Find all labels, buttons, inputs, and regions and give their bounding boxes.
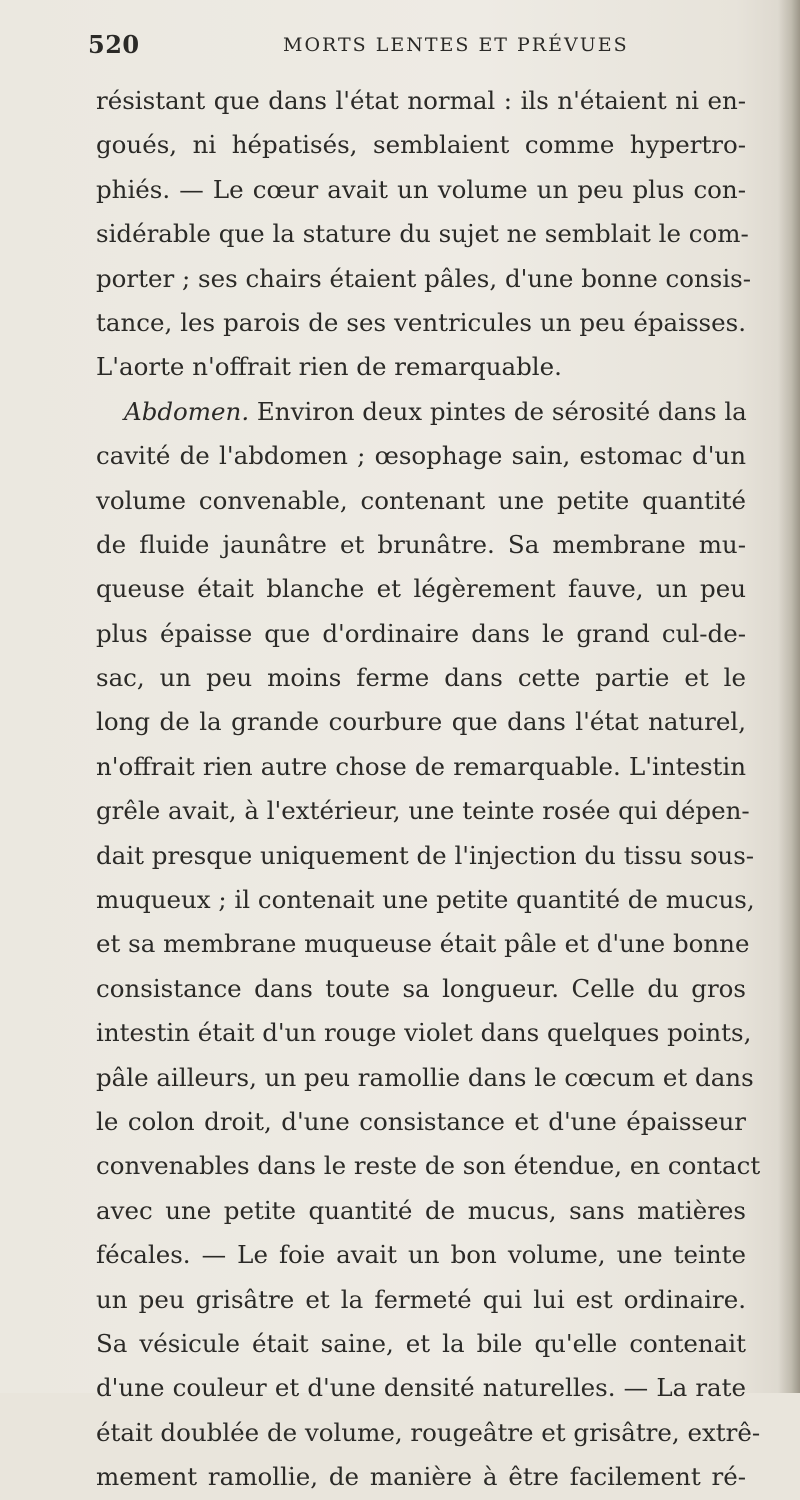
text-line: était doublée de volume, rougeâtre et grisâtre, extrê- [96, 1417, 761, 1447]
page-edge-shadow [778, 0, 800, 1393]
text-line: L'aorte n'offrait rien de remarquable. [96, 352, 562, 382]
text-line: plus épaisse que d'ordinaire dans le grand cul-de- [96, 618, 746, 648]
text-line: dait presque uniquement de l'injection du tissu sous- [96, 840, 755, 870]
text-line: cavité de l'abdomen ; œsophage sain, estomac d'un [96, 441, 746, 471]
abdomen-paragraph-first-line [96, 390, 746, 434]
body-text [96, 79, 761, 1500]
text-line: avec une petite quantité de mucus, sans matières [96, 1195, 746, 1225]
text-line: mement ramollie, de manière à être facilement ré- [96, 1462, 746, 1492]
running-title: MORTS LENTES ET PRÉVUES [283, 34, 629, 56]
page-number: 520 [88, 30, 140, 59]
text-line: pâle ailleurs, un peu ramollie dans le cœcum et dans [96, 1062, 754, 1092]
text-line: fécales. — Le foie avait un bon volume, une teinte [96, 1240, 746, 1270]
text-line: sidérable que la stature du sujet ne semblait le com- [96, 219, 749, 249]
section-heading-abdomen: Abdomen. [124, 396, 250, 426]
text-line: sac, un peu moins ferme dans cette partie et le [96, 663, 746, 693]
text-line: résistant que dans l'état normal : ils n'étaient ni en- [96, 86, 746, 115]
text-line: intestin était d'un rouge violet dans quelques points, [96, 1018, 752, 1048]
text-line: Sa vésicule était saine, et la bile qu'elle contenait [96, 1328, 746, 1358]
text-line: porter ; ses chairs étaient pâles, d'une bonne consis- [96, 263, 752, 293]
text-line: d'une couleur et d'une densité naturelles. — La rate [96, 1373, 746, 1403]
text-line: phiés. — Le cœur avait un volume un peu plus con- [96, 174, 746, 204]
text-line: tance, les parois de ses ventricules un peu épaisses. [96, 307, 746, 337]
text-line: un peu grisâtre et la fermeté qui lui est ordinaire. [96, 1284, 746, 1314]
text-line: convenables dans le reste de son étendue, en contact [96, 1151, 761, 1181]
page-header [88, 30, 728, 66]
text-line: muqueux ; il contenait une petite quantité de mucus, [96, 885, 755, 915]
text-line: n'offrait rien autre chose de remarquable. L'intestin [96, 751, 746, 781]
text-line: grêle avait, à l'extérieur, une teinte rosée qui dépen- [96, 796, 750, 826]
text-line: de fluide jaunâtre et brunâtre. Sa membrane mu- [96, 529, 746, 559]
text-line: consistance dans toute sa longueur. Celle du gros [96, 973, 746, 1003]
text-line: goués, ni hépatisés, semblaient comme hypertro- [96, 130, 746, 160]
text-line: et sa membrane muqueuse était pâle et d'une bonne [96, 929, 750, 959]
text-line: long de la grande courbure que dans l'état naturel, [96, 707, 746, 737]
text-line: volume convenable, contenant une petite quantité [96, 485, 746, 515]
text-line: queuse était blanche et légèrement fauve, un peu [96, 574, 746, 604]
text-line: le colon droit, d'une consistance et d'une épaisseur [96, 1106, 746, 1136]
text-fragment: Environ deux pintes de sérosité dans la [256, 396, 747, 426]
